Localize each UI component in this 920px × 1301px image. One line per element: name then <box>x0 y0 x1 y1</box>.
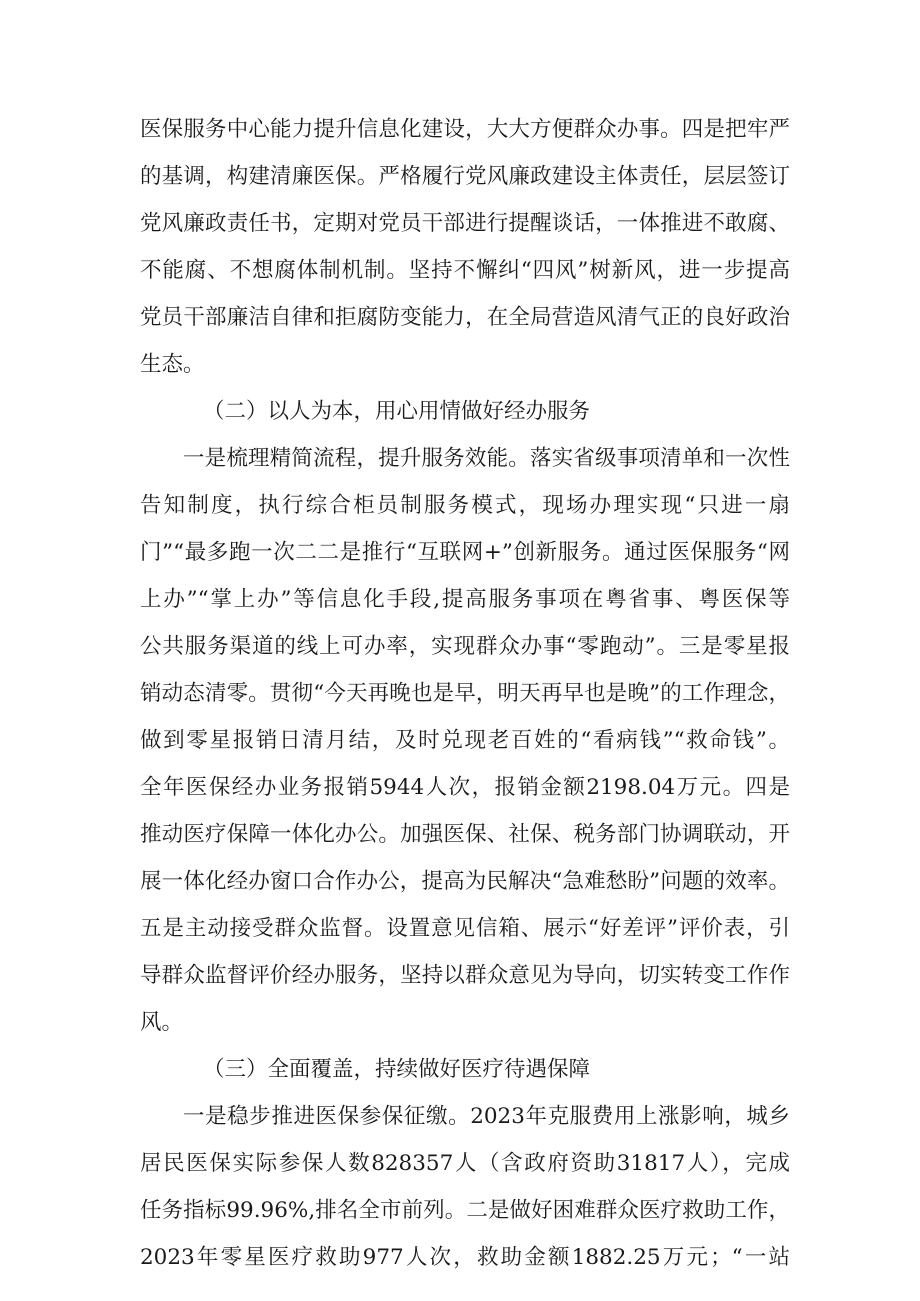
text-line-20: 风。 <box>140 1010 184 1035</box>
section-heading-2: （二）以人为本，用心用情做好经办服务 <box>203 399 591 424</box>
document-body <box>140 106 790 1281</box>
text-line-1: 医保服务中心能力提升信息化建设，大大方便群众办事。四是把牢严 <box>140 117 790 142</box>
text-line-8: 一是梳理精简流程，提升服务效能。落实省级事项清单和一次性 <box>183 446 790 471</box>
section-heading-3: （三）全面覆盖，持续做好医疗待遇保障 <box>203 1057 591 1082</box>
text-line-12: 公共服务渠道的线上可办率，实现群众办事“零跑动”。三是零星报 <box>140 634 790 659</box>
text-line-17: 展一体化经办窗口合作办公，提高为民解决“急难愁盼”问题的效率。 <box>140 869 790 894</box>
text-line-9: 告知制度，执行综合柜员制服务模式，现场办理实现“只进一扇 <box>140 493 790 518</box>
text-line-2: 的基调，构建清廉医保。严格履行党风廉政建设主体责任，层层签订 <box>140 164 790 189</box>
text-line-3: 党风廉政责任书，定期对党员干部进行提醒谈话，一体推进不敢腐、 <box>140 211 790 236</box>
text-line-24: 任务指标99.96%,排名全市前列。二是做好困难群众医疗救助工作， <box>140 1198 790 1223</box>
text-line-10: 门”“最多跑一次二二是推行“互联网+”创新服务。通过医保服务“网 <box>140 540 790 565</box>
text-line-6: 生态。 <box>140 352 205 377</box>
text-line-18: 五是主动接受群众监督。设置意见信箱、展示“好差评”评价表，引 <box>140 916 790 941</box>
text-line-23: 居民医保实际参保人数828357人（含政府资助31817人），完成 <box>140 1151 790 1176</box>
text-line-15: 全年医保经办业务报销5944人次，报销金额2198.04万元。四是 <box>140 775 790 800</box>
text-line-13: 销动态清零。贯彻“今天再晚也是早，明天再早也是晚”的工作理念， <box>140 681 790 706</box>
text-line-4: 不能腐、不想腐体制机制。坚持不懈纠“四风”树新风，进一步提高 <box>140 258 790 283</box>
text-line-25: 2023年零星医疗救助977人次，救助金额1882.25万元；“一站 <box>140 1245 790 1270</box>
text-line-5: 党员干部廉洁自律和拒腐防变能力，在全局营造风清气正的良好政治 <box>140 305 790 330</box>
text-line-16: 推动医疗保障一体化办公。加强医保、社保、税务部门协调联动，开 <box>140 822 790 847</box>
text-line-11: 上办”“掌上办”等信息化手段,提高服务事项在粤省事、粤医保等 <box>140 587 790 612</box>
text-line-14: 做到零星报销日清月结，及时兑现老百姓的“看病钱”“救命钱”。 <box>140 728 790 753</box>
text-line-22: 一是稳步推进医保参保征缴。2023年克服费用上涨影响，城乡 <box>183 1104 790 1129</box>
text-line-19: 导群众监督评价经办服务，坚持以群众意见为导向，切实转变工作作 <box>140 963 790 988</box>
